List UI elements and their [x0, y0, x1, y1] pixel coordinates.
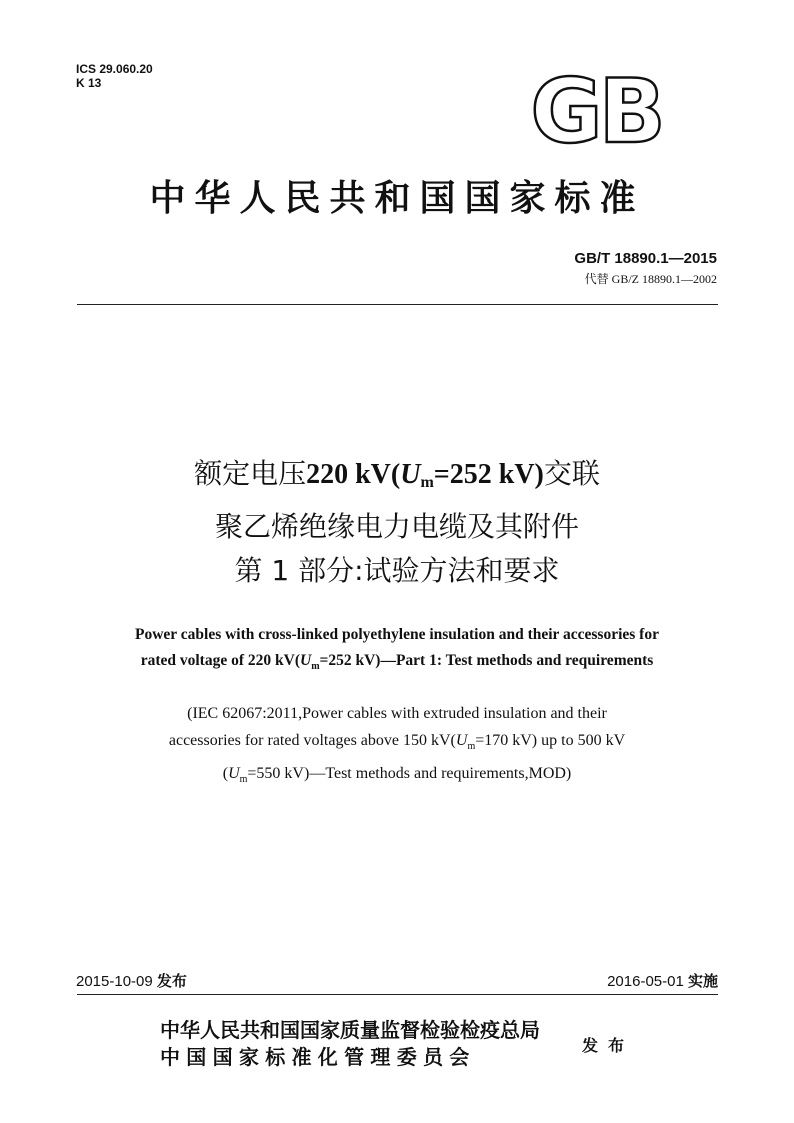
- chinese-title: [0, 452, 794, 593]
- iec-reference-line-1: (IEC 62067:2011,Power cables with extruded insulation and their: [187, 705, 607, 722]
- english-title-line-1: Power cables with cross-linked polyethylene insulation and their accessories for: [135, 626, 659, 643]
- english-title: [0, 622, 794, 680]
- footer-divider: [77, 994, 718, 995]
- ics-code: ICS 29.060.20: [76, 62, 153, 76]
- replaces-standard: 代替 GB/Z 18890.1—2002: [584, 272, 717, 286]
- iec-reference-line-2: accessories for rated voltages above 150 $kV(U_m=170$ kV) up to 500 kV: [168, 732, 626, 753]
- ccs-code: K 13: [76, 76, 102, 90]
- implementation-date: 2016-05-01 实施: [607, 972, 718, 990]
- release-label: 发布: [582, 1036, 635, 1055]
- chinese-title-line-2: 聚乙烯绝缘电力电缆及其附件: [214, 510, 579, 543]
- issuer-sac: 中国国家标准化管理委员会: [160, 1045, 476, 1069]
- english-title-line-2: rated voltage of 220 $kV(U_m=252$ kV)—Part 1: Test methods and requirements: [140, 652, 654, 673]
- chinese-title-line-1: 额定电压220 $kV(U_m=252$ kV)交联: [194, 457, 600, 491]
- header-divider: [77, 304, 718, 305]
- issue-date: 2015-10-09 发布: [76, 972, 187, 990]
- iec-reference-line-3: ($U_m=550$ kV)—Test methods and requirements,MOD): [222, 765, 572, 786]
- gb-logo: [519, 70, 674, 148]
- chinese-title-line-3: 第 1 部分:试验方法和要求: [234, 554, 560, 587]
- national-standard-title: 中华人民共和国国家标准: [149, 177, 645, 219]
- standard-number: GB/T 18890.1—2015: [574, 250, 717, 267]
- gb-logo-text: GB: [530, 70, 662, 148]
- iec-reference: [0, 700, 794, 793]
- issuer-aqsiq: 中华人民共和国国家质量监督检验检疫总局: [160, 1018, 540, 1042]
